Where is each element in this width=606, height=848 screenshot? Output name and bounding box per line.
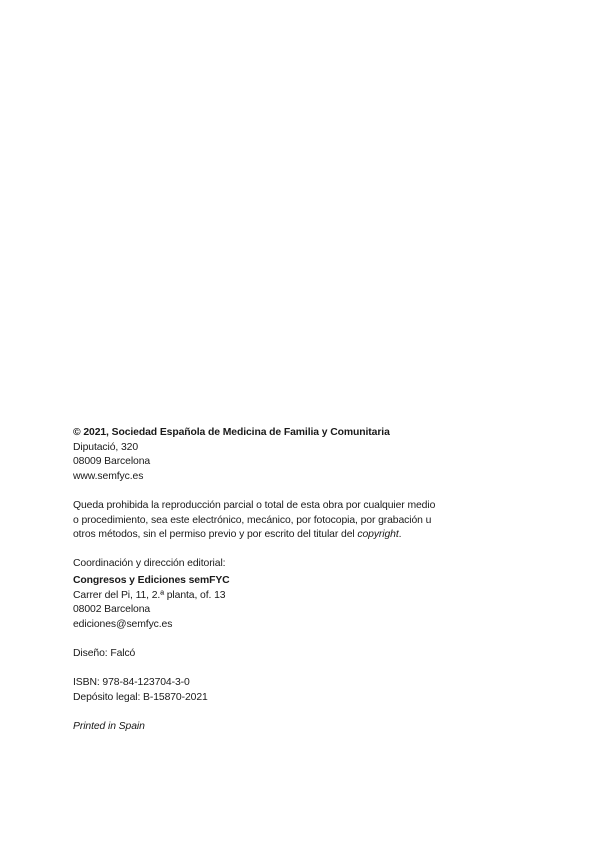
coordination-address-city: 08002 Barcelona bbox=[73, 604, 151, 616]
copyright-holder: © 2021, Sociedad Española de Medicina de Familia y Comunitaria bbox=[73, 427, 390, 438]
rights-notice-copyright-word: copyright bbox=[357, 529, 399, 541]
design-credit: Diseño: Falcó bbox=[73, 647, 136, 659]
spacer bbox=[73, 662, 493, 677]
spacer bbox=[73, 705, 493, 720]
rights-notice-line-1: Queda prohibida la reproducción parcial o total de esta obra por cualquier medio bbox=[73, 499, 436, 511]
coordination-label: Coordinación y dirección editorial: bbox=[73, 558, 226, 570]
colophon bbox=[73, 426, 493, 734]
coordination-address-street: Carrer del Pi, 11, 2.ª planta, of. 13 bbox=[73, 589, 226, 601]
spacer bbox=[73, 543, 493, 558]
spacer bbox=[73, 632, 493, 647]
rights-notice-line-3-prefix: otros métodos, sin el permiso previo y por escrito del titular del bbox=[73, 529, 358, 541]
rights-notice-line-3-suffix: . bbox=[398, 529, 402, 541]
copyright-address-street: Diputació, 320 bbox=[73, 441, 139, 453]
printed-in: Printed in Spain bbox=[73, 720, 145, 732]
rights-notice-line-2: o procedimiento, sea este electrónico, mecánico, por fotocopia, por grabación u bbox=[73, 514, 432, 526]
copyright-website: www.semfyc.es bbox=[73, 470, 144, 482]
rights-notice-line-3 bbox=[73, 528, 493, 543]
copyright-address-city: 08009 Barcelona bbox=[73, 456, 151, 468]
isbn: ISBN: 978-84-123704-3-0 bbox=[73, 677, 190, 689]
coordination-email: ediciones@semfyc.es bbox=[73, 618, 173, 630]
spacer bbox=[73, 484, 493, 499]
legal-deposit: Depósito legal: B-15870-2021 bbox=[73, 691, 208, 703]
coordination-publisher-name: Congresos y Ediciones semFYC bbox=[73, 574, 230, 586]
